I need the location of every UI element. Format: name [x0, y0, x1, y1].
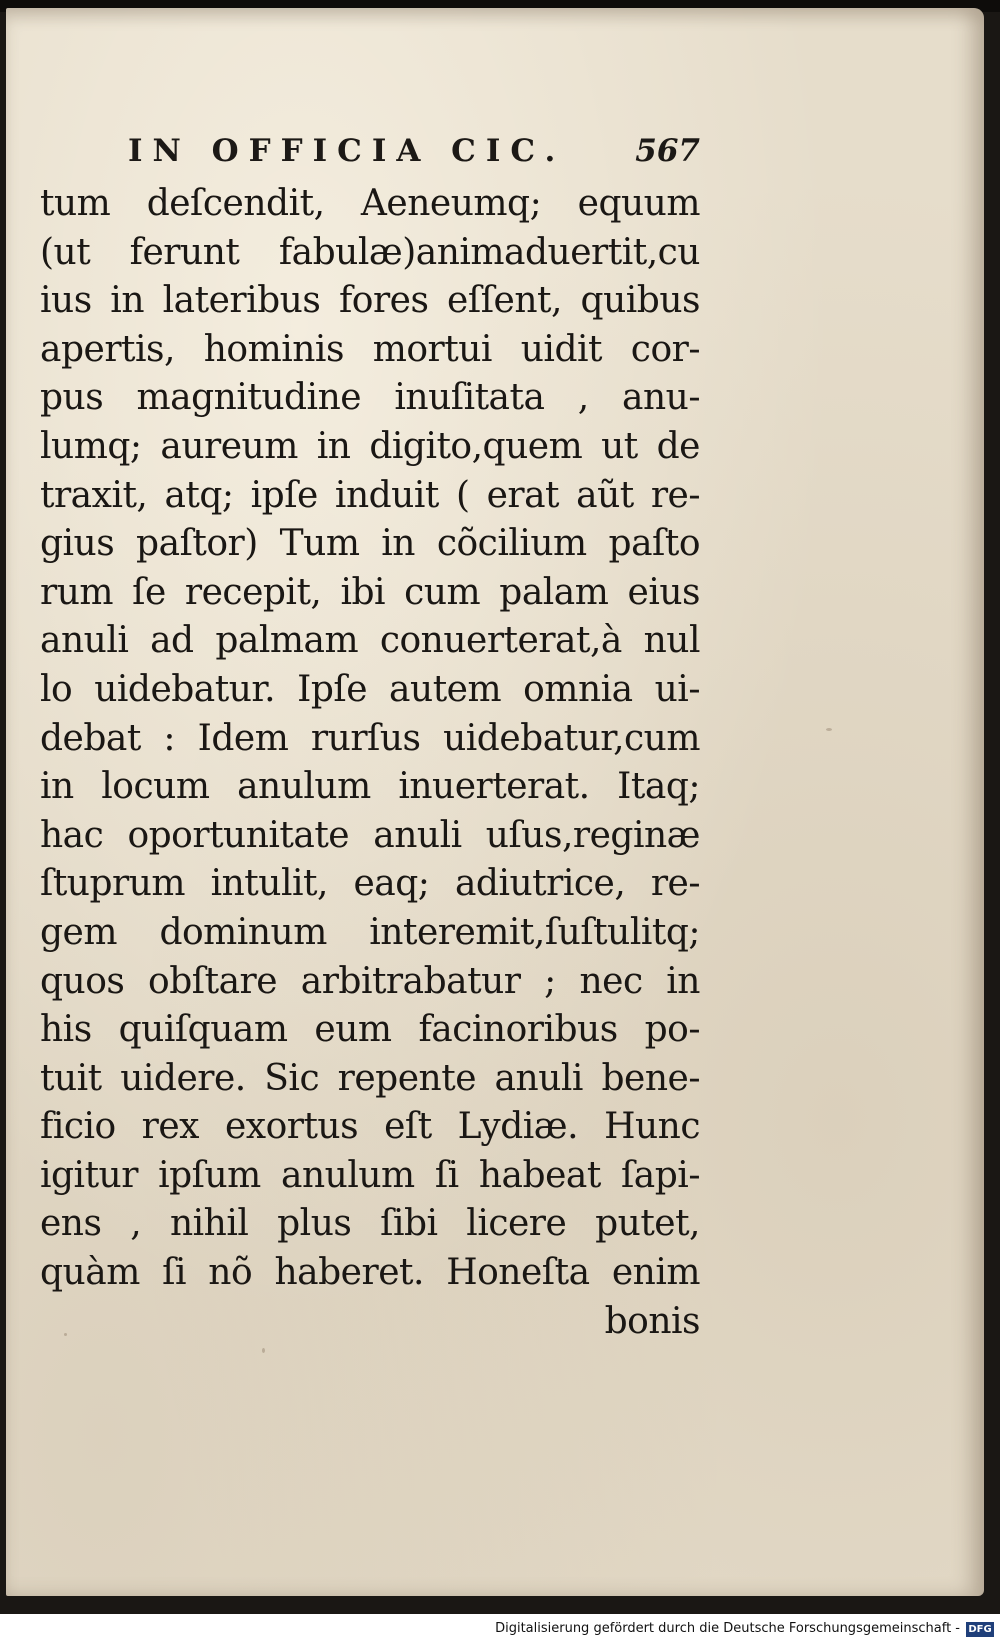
- text-line: (ut ferunt fabulæ)animaduertit,cu: [40, 231, 700, 273]
- paper-stain: [826, 728, 832, 731]
- text-line: ficio rex exortus eſt Lydiæ. Hunc: [40, 1106, 700, 1148]
- catchword: bonis: [604, 1300, 700, 1342]
- text-line: rum ſe recepit, ibi cum palam eius: [40, 571, 700, 613]
- page-number: 567: [635, 133, 700, 169]
- text-line: anuli ad palmam conuerterat,à nul: [40, 620, 700, 662]
- funding-credit: Digitalisierung gefördert durch die Deutsche Forschungsgemeinschaft -: [495, 1621, 960, 1636]
- text-line: quàm ſi nõ haberet. Honeſta enim: [40, 1252, 700, 1294]
- text-line: lumq; aureum in digito,quem ut de: [40, 425, 700, 467]
- footer-bar: [0, 1614, 1000, 1644]
- text-line: ius in lateribus fores eſſent, quibus: [40, 280, 700, 322]
- text-line: traxit, atq; ipſe induit ( erat aũt re-: [40, 474, 700, 516]
- text-line: ſtuprum intulit, eaq; adiutrice, re-: [40, 863, 700, 905]
- text-line: ens , nihil plus ſibi licere putet,: [40, 1203, 700, 1245]
- body-text: [40, 180, 700, 1346]
- text-line: quos obſtare arbitrabatur ; nec in: [40, 960, 700, 1002]
- paper-stain: [262, 1348, 265, 1353]
- text-line: pus magnitudine inuſitata , anu-: [40, 377, 700, 419]
- running-head: IN OFFICIA CIC.: [128, 133, 566, 169]
- text-line: gius paſtor) Tum in cõcilium paſto: [40, 523, 700, 565]
- text-line: his quiſquam eum facinoribus po-: [40, 1009, 700, 1051]
- text-line: tum deſcendit, Aeneumq; equum: [40, 183, 700, 224]
- text-line: igitur ipſum anulum ſi habeat ſapi-: [40, 1154, 700, 1196]
- text-line: apertis, hominis mortui uidit cor-: [40, 328, 700, 370]
- text-line: tuit uidere. Sic repente anuli bene-: [40, 1057, 700, 1099]
- text-line: lo uidebatur. Ipſe autem omnia ui-: [40, 668, 700, 710]
- text-line: in locum anulum inuerterat. Itaq;: [40, 766, 700, 808]
- text-line: gem dominum interemit,ſuſtulitq;: [40, 911, 700, 953]
- page-header: [128, 126, 700, 176]
- text-line: hac oportunitate anuli uſus,reginæ: [40, 814, 700, 856]
- dfg-logo-icon: DFG: [966, 1622, 994, 1637]
- text-line: debat : Idem rurſus uidebatur,cum: [40, 717, 700, 759]
